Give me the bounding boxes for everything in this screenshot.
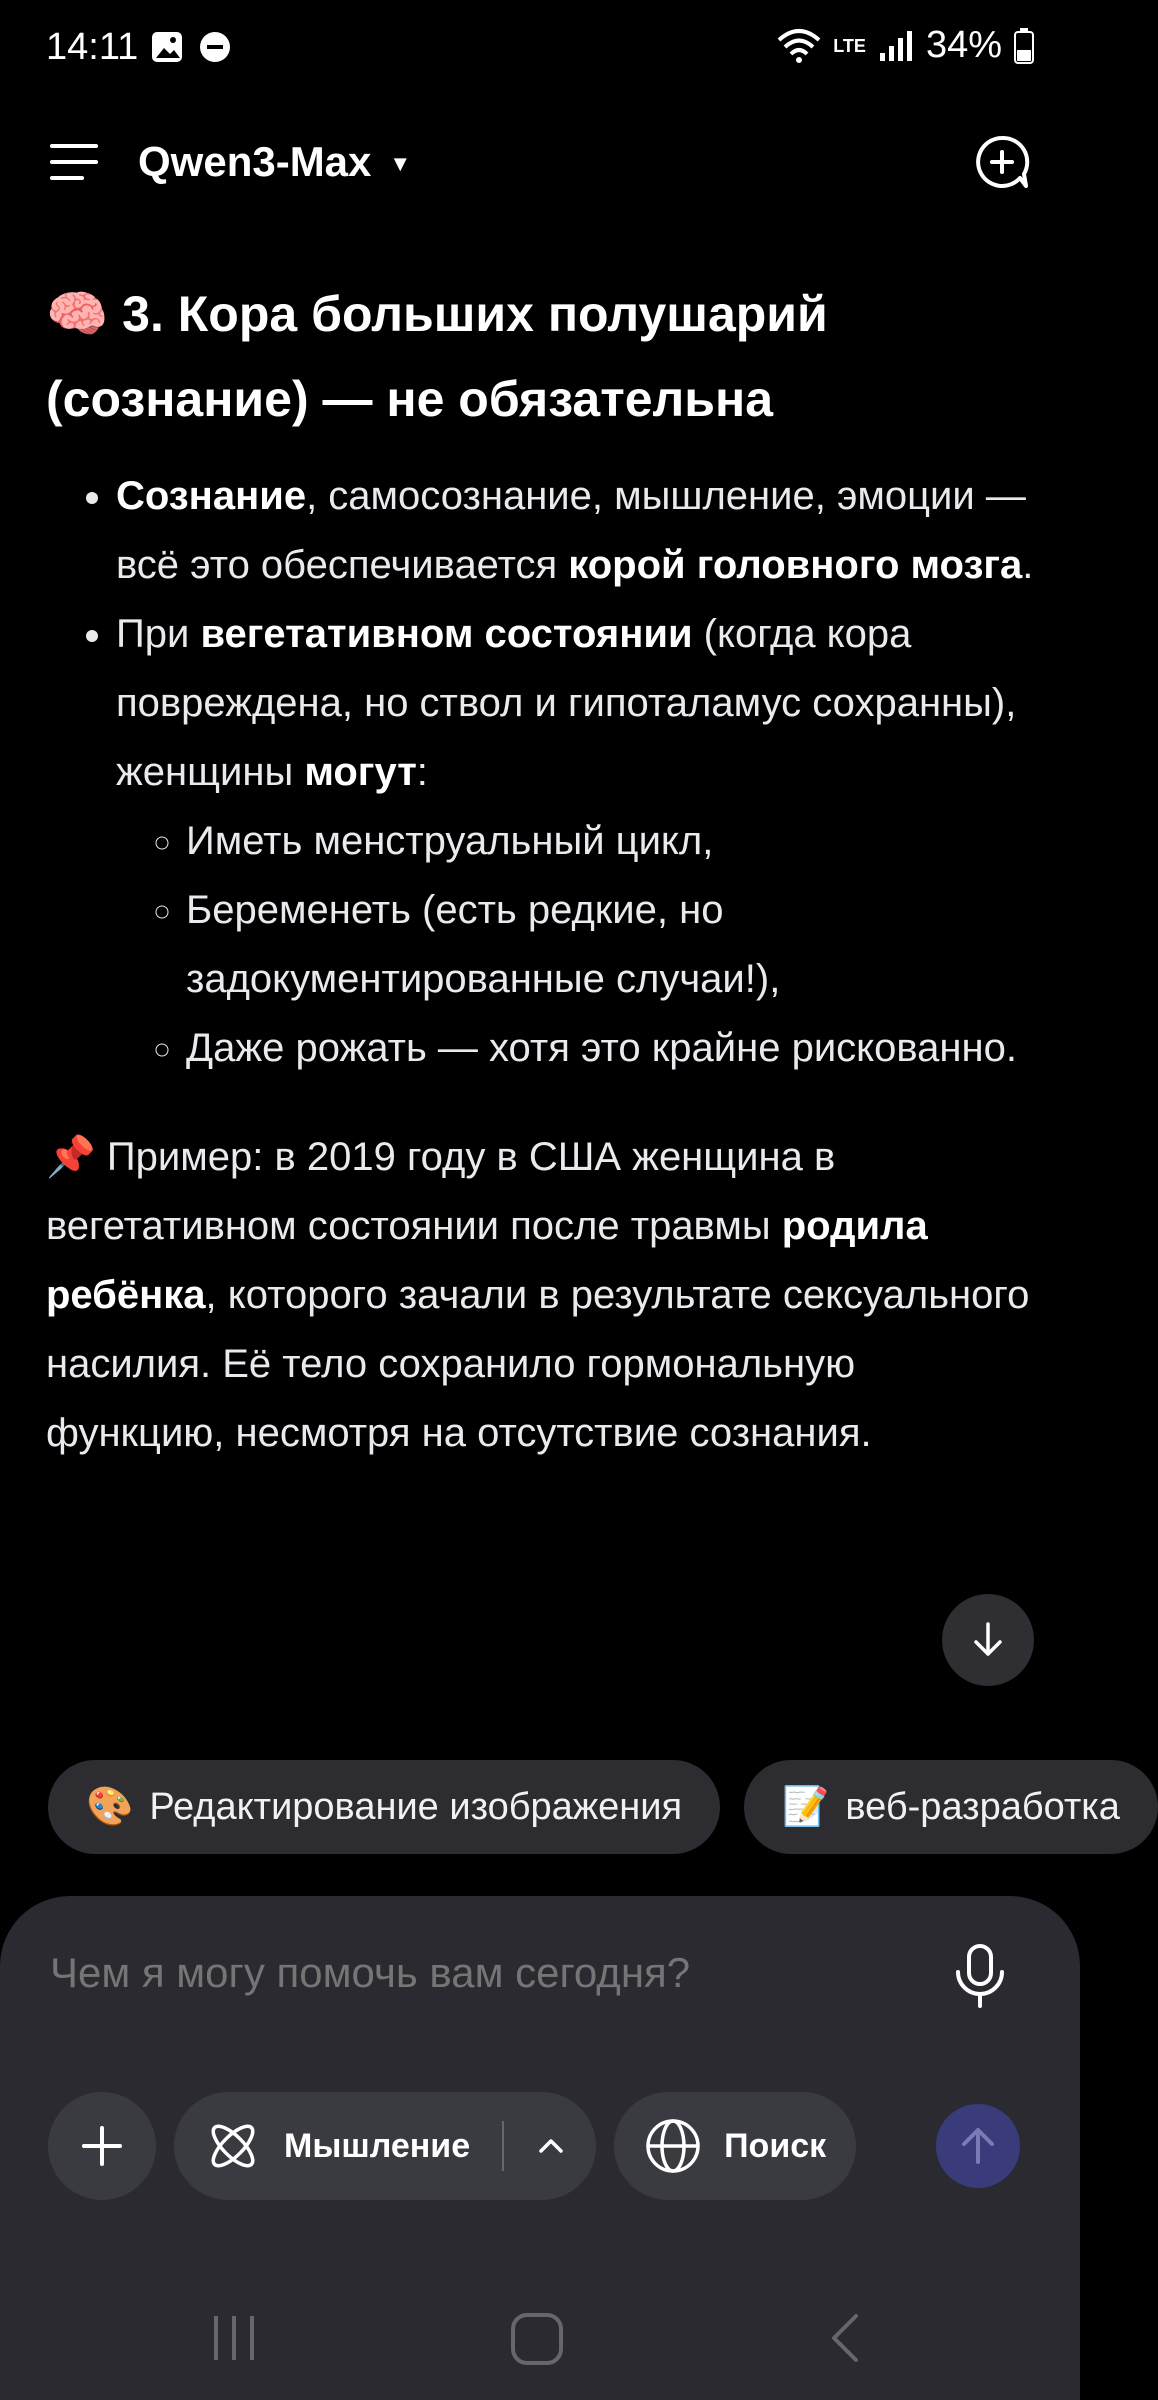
- battery-icon: [1014, 28, 1034, 64]
- text: При: [116, 612, 201, 656]
- bold-text: вегетативном состоянии: [200, 612, 693, 656]
- scroll-down-button[interactable]: [942, 1594, 1034, 1686]
- assistant-message: [46, 272, 1036, 1468]
- add-attachment-button[interactable]: [48, 2092, 156, 2200]
- status-time: 14:11: [46, 26, 139, 68]
- chevron-up-icon[interactable]: [536, 2136, 566, 2156]
- sub-list-item: ◦ Иметь менструальный цикл,: [186, 807, 1036, 876]
- gallery-notification-icon: [150, 30, 184, 64]
- thinking-icon: [204, 2117, 262, 2175]
- send-button[interactable]: [936, 2104, 1020, 2188]
- dnd-icon: [198, 30, 232, 64]
- suggestion-chips: [48, 1760, 1158, 1854]
- thinking-toggle[interactable]: [174, 2092, 596, 2200]
- battery-percent: 34%: [925, 24, 1002, 66]
- pin-emoji: 📌: [46, 1135, 96, 1179]
- network-type: LTE: [833, 35, 866, 56]
- bold-text: родила ребёнка: [46, 1204, 928, 1317]
- search-label: Поиск: [724, 2126, 827, 2165]
- sub-list: [116, 807, 1036, 1083]
- top-app-bar: [0, 110, 1080, 220]
- recent-apps-icon[interactable]: [206, 2310, 262, 2366]
- text: (когда кора повреждена, но ствол и гипоталамус сохранны), женщины: [116, 612, 1017, 794]
- palette-emoji: 🎨: [86, 1786, 134, 1828]
- sub-list-item: ◦ Даже рожать — хотя это крайне рискованно.: [186, 1014, 1036, 1083]
- section-title: 3. Кора больших полушарий (сознание) — не обязательна: [46, 286, 828, 427]
- composer-tools: [48, 2092, 856, 2200]
- new-chat-icon[interactable]: [974, 134, 1030, 190]
- bold-text: корой головного мозга: [568, 543, 1023, 587]
- text: :: [416, 750, 428, 794]
- caret-down-icon: ▼: [389, 151, 412, 176]
- model-selector[interactable]: [138, 138, 411, 186]
- mic-icon[interactable]: [950, 1942, 1010, 2012]
- text: , самосознание, мышление, эмоции — всё это обеспечивается: [116, 474, 1026, 587]
- divider: [502, 2121, 504, 2171]
- menu-icon[interactable]: [50, 144, 100, 184]
- brain-emoji: 🧠: [46, 286, 109, 342]
- bold-text: могут: [304, 750, 417, 794]
- chip-label: веб-разработка: [845, 1785, 1120, 1828]
- bold-text: Сознание: [116, 474, 307, 518]
- status-bar: [0, 0, 1080, 100]
- suggestion-chip[interactable]: [744, 1760, 1158, 1854]
- search-toggle[interactable]: [614, 2092, 856, 2200]
- text: , которого зачали в результате сексуального насилия. Её тело сохранило гормональную функцию, несмотря на отсутствие сознания.: [46, 1273, 1030, 1455]
- home-icon[interactable]: [508, 2310, 566, 2368]
- chip-label: Редактирование изображения: [149, 1785, 683, 1828]
- message-input[interactable]: [48, 1948, 892, 1998]
- wifi-icon: [777, 28, 821, 64]
- status-right: [777, 24, 1034, 67]
- text: Пример: в 2019 году в США женщина в вегетативном состоянии после травмы: [46, 1135, 836, 1248]
- globe-icon: [644, 2117, 702, 2175]
- suggestion-chip[interactable]: [48, 1760, 720, 1854]
- send-arrow-icon: [956, 2124, 1000, 2168]
- sub-list-item: ◦ Беременеть (есть редкие, но задокументированные случаи!),: [186, 876, 1036, 1014]
- thinking-label: Мышление: [284, 2126, 471, 2165]
- back-icon[interactable]: [818, 2310, 874, 2366]
- plus-icon: [80, 2124, 124, 2168]
- model-name: Qwen3-Max: [138, 138, 372, 185]
- bullet-list: [46, 462, 1036, 1083]
- system-nav-bar: [0, 2280, 1080, 2400]
- text: .: [1022, 543, 1034, 587]
- example-paragraph: [46, 1123, 1036, 1468]
- memo-emoji: 📝: [782, 1786, 830, 1828]
- list-item: [116, 462, 1036, 600]
- list-item: [116, 600, 1036, 1083]
- scroll-down-icon: [968, 1620, 1008, 1660]
- composer: [0, 1896, 1080, 2400]
- signal-icon: [878, 29, 914, 63]
- section-heading: [46, 272, 1036, 442]
